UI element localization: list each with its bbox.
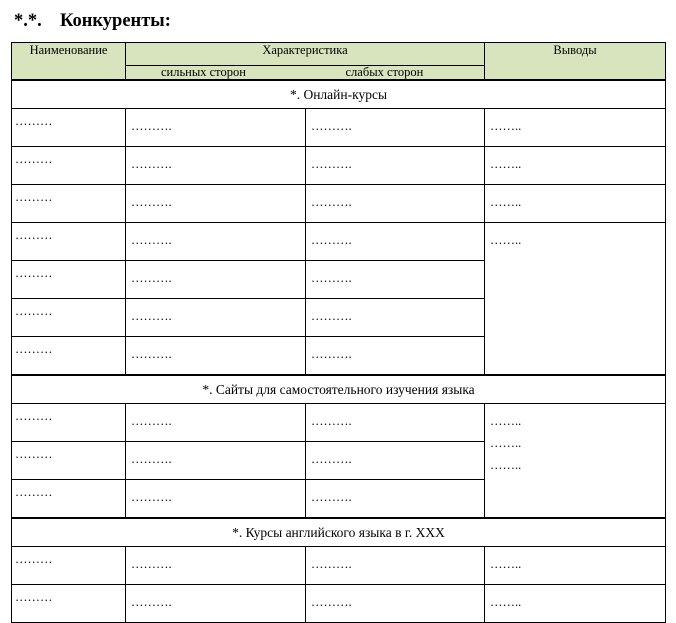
cell-strengths: ………. bbox=[126, 480, 306, 519]
cell-weaknesses: ………. bbox=[306, 404, 485, 442]
cell-weaknesses: ………. bbox=[306, 223, 485, 261]
table-row bbox=[12, 185, 666, 223]
cell-name: ……… bbox=[12, 337, 126, 376]
cell-conclusion bbox=[485, 404, 666, 519]
table-row bbox=[12, 404, 666, 442]
cell-strengths: ………. bbox=[126, 442, 306, 480]
section-heading bbox=[14, 11, 171, 32]
header-conclusions: Выводы bbox=[485, 43, 666, 81]
cell-strengths: ………. bbox=[126, 109, 306, 147]
cell-name: ……… bbox=[12, 404, 126, 442]
section-title-self-study-sites: *. Сайты для самостоятельного изучения языка bbox=[12, 375, 666, 404]
cell-name: ……… bbox=[12, 299, 126, 337]
competitors-table bbox=[11, 42, 666, 623]
cell-strengths: ………. bbox=[126, 223, 306, 261]
cell-weaknesses: ………. bbox=[306, 547, 485, 585]
cell-conclusion: …….. bbox=[485, 547, 666, 585]
cell-weaknesses: ………. bbox=[306, 442, 485, 480]
cell-name: ……… bbox=[12, 547, 126, 585]
cell-strengths: ………. bbox=[126, 337, 306, 376]
cell-weaknesses: ………. bbox=[306, 299, 485, 337]
section-row-city-courses bbox=[12, 518, 666, 547]
section-title: Конкуренты: bbox=[60, 11, 171, 31]
cell-weaknesses: ………. bbox=[306, 585, 485, 623]
cell-name: ……… bbox=[12, 480, 126, 519]
header-row bbox=[12, 43, 666, 66]
cell-strengths: ………. bbox=[126, 299, 306, 337]
cell-name: ……… bbox=[12, 109, 126, 147]
cell-name: ……… bbox=[12, 147, 126, 185]
cell-strengths: ………. bbox=[126, 547, 306, 585]
section-title-city-courses: *. Курсы английского языка в г. XXX bbox=[12, 518, 666, 547]
cell-weaknesses: ………. bbox=[306, 337, 485, 376]
header-characteristic: Характеристика bbox=[126, 43, 485, 66]
cell-name: ……… bbox=[12, 185, 126, 223]
conclusion-line: …….. bbox=[490, 414, 522, 428]
cell-name: ……… bbox=[12, 261, 126, 299]
cell-name: ……… bbox=[12, 585, 126, 623]
table-row bbox=[12, 109, 666, 147]
section-title-online-courses: *. Онлайн-курсы bbox=[12, 80, 666, 109]
cell-name: ……… bbox=[12, 442, 126, 480]
cell-strengths: ………. bbox=[126, 147, 306, 185]
cell-conclusion: …….. bbox=[485, 185, 666, 223]
table-row bbox=[12, 547, 666, 585]
header-name: Наименование bbox=[12, 43, 126, 81]
cell-conclusion: …….. bbox=[485, 585, 666, 623]
cell-weaknesses: ………. bbox=[306, 261, 485, 299]
section-row-online-courses bbox=[12, 80, 666, 109]
table-row bbox=[12, 223, 666, 261]
header-weaknesses: слабых сторон bbox=[306, 66, 485, 81]
cell-conclusion: …….. bbox=[485, 109, 666, 147]
conclusion-line: …….. bbox=[490, 436, 522, 450]
cell-name: ……… bbox=[12, 223, 126, 261]
table-row bbox=[12, 147, 666, 185]
cell-strengths: ………. bbox=[126, 261, 306, 299]
cell-weaknesses: ………. bbox=[306, 480, 485, 519]
cell-weaknesses: ………. bbox=[306, 109, 485, 147]
cell-weaknesses: ………. bbox=[306, 185, 485, 223]
cell-conclusion: …….. bbox=[485, 223, 666, 376]
cell-strengths: ………. bbox=[126, 185, 306, 223]
cell-strengths: ………. bbox=[126, 404, 306, 442]
table-row bbox=[12, 585, 666, 623]
header-strengths: сильных сторон bbox=[126, 66, 306, 81]
cell-conclusion: …….. bbox=[485, 147, 666, 185]
cell-strengths: ………. bbox=[126, 585, 306, 623]
cell-weaknesses: ………. bbox=[306, 147, 485, 185]
conclusion-line: …….. bbox=[490, 458, 522, 472]
section-row-self-study-sites bbox=[12, 375, 666, 404]
section-number: *.*. bbox=[14, 11, 42, 31]
